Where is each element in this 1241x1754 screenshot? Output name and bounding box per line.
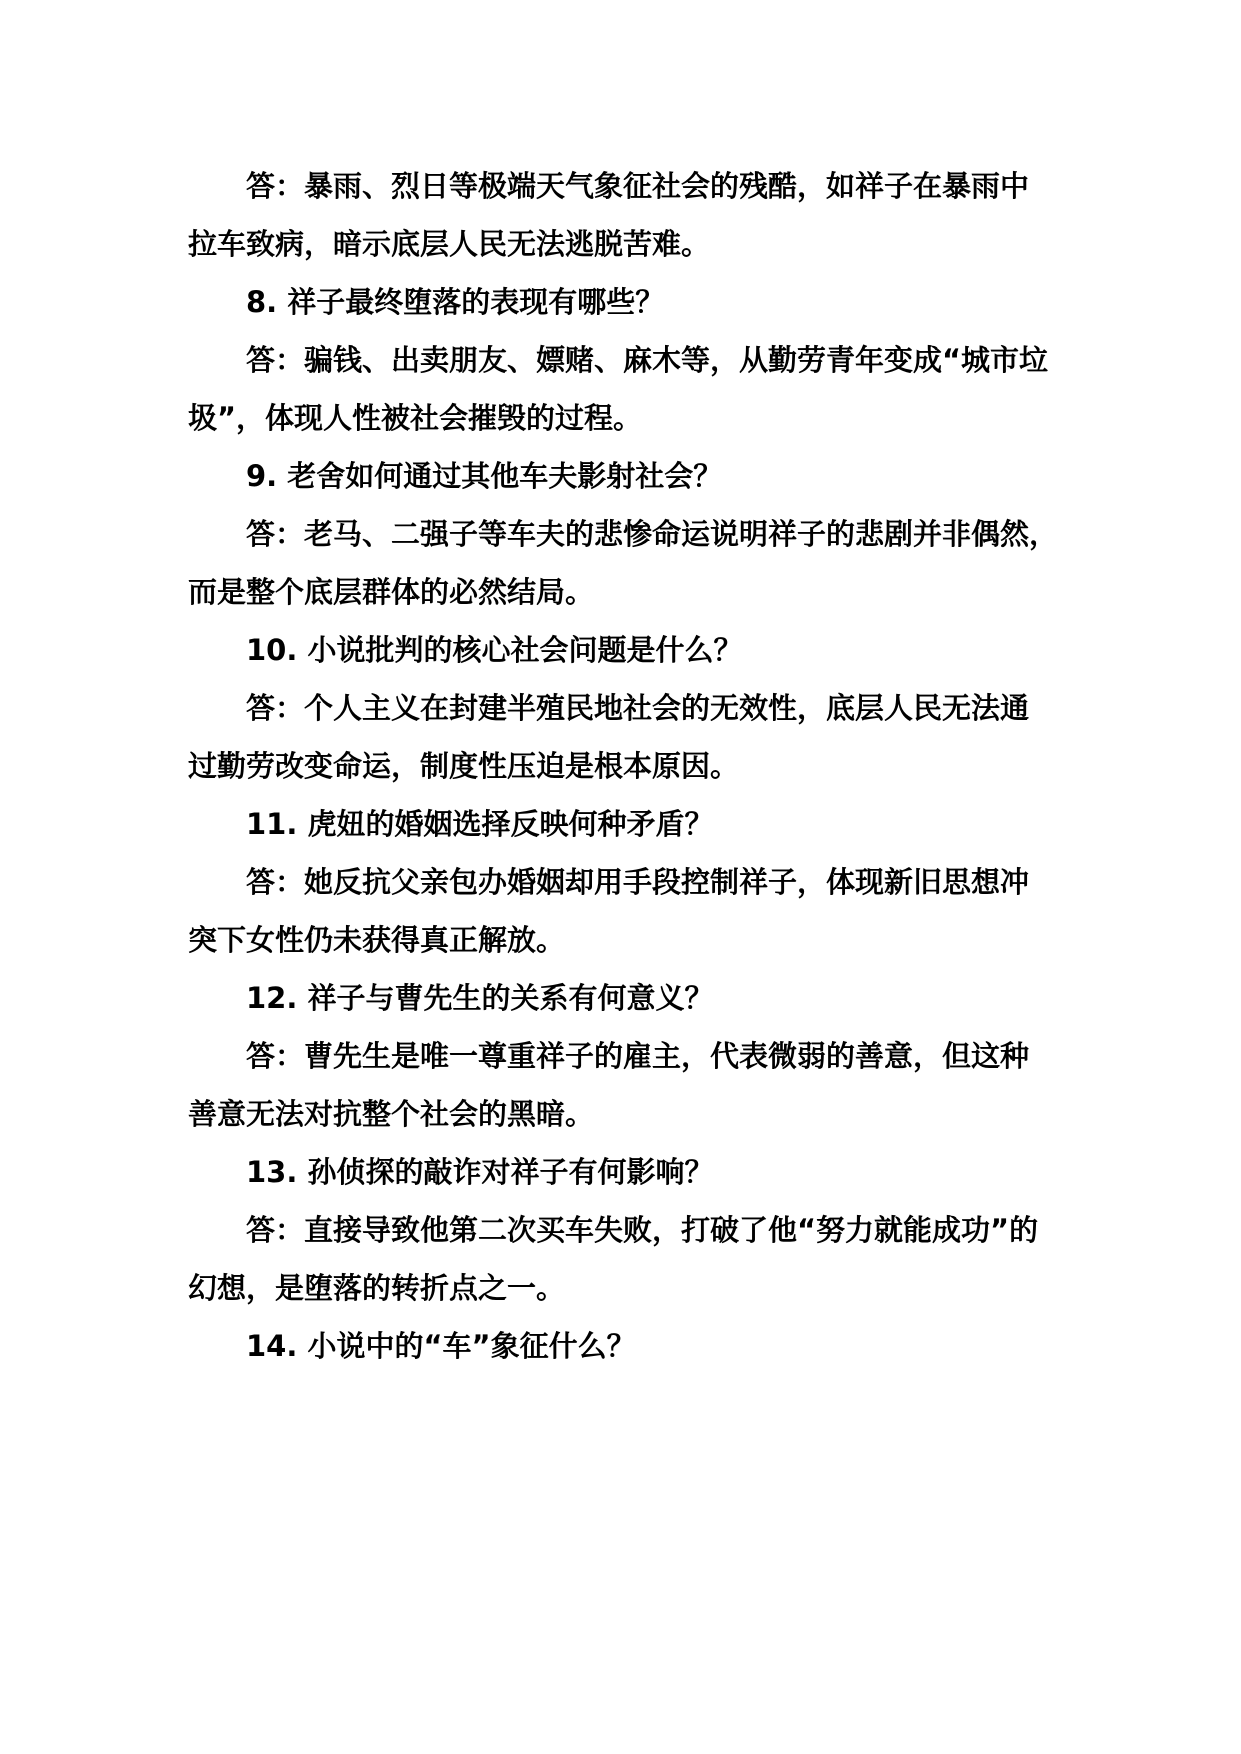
- answer-11-line-2: 突下女性仍未获得真正解放。: [188, 923, 566, 957]
- answer-12-line-1: 答：曹先生是唯一尊重祥子的雇主，代表微弱的善意，但这种: [246, 1039, 1030, 1073]
- answer-9-line-1: 答：老马、二强子等车夫的悲惨命运说明祥子的悲剧并非偶然，: [246, 517, 1059, 551]
- answer-11-line-1: 答：她反抗父亲包办婚姻却用手段控制祥子，体现新旧思想冲: [246, 865, 1030, 899]
- answer-10-line-2: 过勤劳改变命运，制度性压迫是根本原因。: [188, 749, 740, 783]
- question-13: 13. 孙侦探的敲诈对祥子有何影响？: [246, 1155, 714, 1189]
- question-9: 9. 老舍如何通过其他车夫影射社会？: [246, 459, 723, 493]
- answer-13-line-2: 幻想，是堕落的转折点之一。: [188, 1271, 566, 1305]
- question-10: 10. 小说批判的核心社会问题是什么？: [246, 633, 743, 667]
- answer-9-line-2: 而是整个底层群体的必然结局。: [188, 575, 595, 609]
- answer-12-line-2: 善意无法对抗整个社会的黑暗。: [188, 1097, 595, 1131]
- question-14: 14. 小说中的“车”象征什么？: [246, 1329, 636, 1363]
- answer-7-line-2: 拉车致病，暗示底层人民无法逃脱苦难。: [188, 227, 711, 261]
- question-12: 12. 祥子与曹先生的关系有何意义？: [246, 981, 714, 1015]
- answer-10-line-1: 答：个人主义在封建半殖民地社会的无效性，底层人民无法通: [246, 691, 1030, 725]
- question-11: 11. 虎妞的婚姻选择反映何种矛盾？: [246, 807, 714, 841]
- answer-7-line-1: 答：暴雨、烈日等极端天气象征社会的残酷，如祥子在暴雨中: [246, 169, 1030, 203]
- question-8: 8. 祥子最终堕落的表现有哪些？: [246, 285, 665, 319]
- answer-8-line-1: 答：骗钱、出卖朋友、嫖赌、麻木等，从勤劳青年变成“城市垃: [246, 343, 1049, 377]
- answer-13-line-1: 答：直接导致他第二次买车失败，打破了他“努力就能成功”的: [246, 1213, 1039, 1247]
- answer-8-line-2: 圾”，体现人性被社会摧毁的过程。: [188, 401, 643, 435]
